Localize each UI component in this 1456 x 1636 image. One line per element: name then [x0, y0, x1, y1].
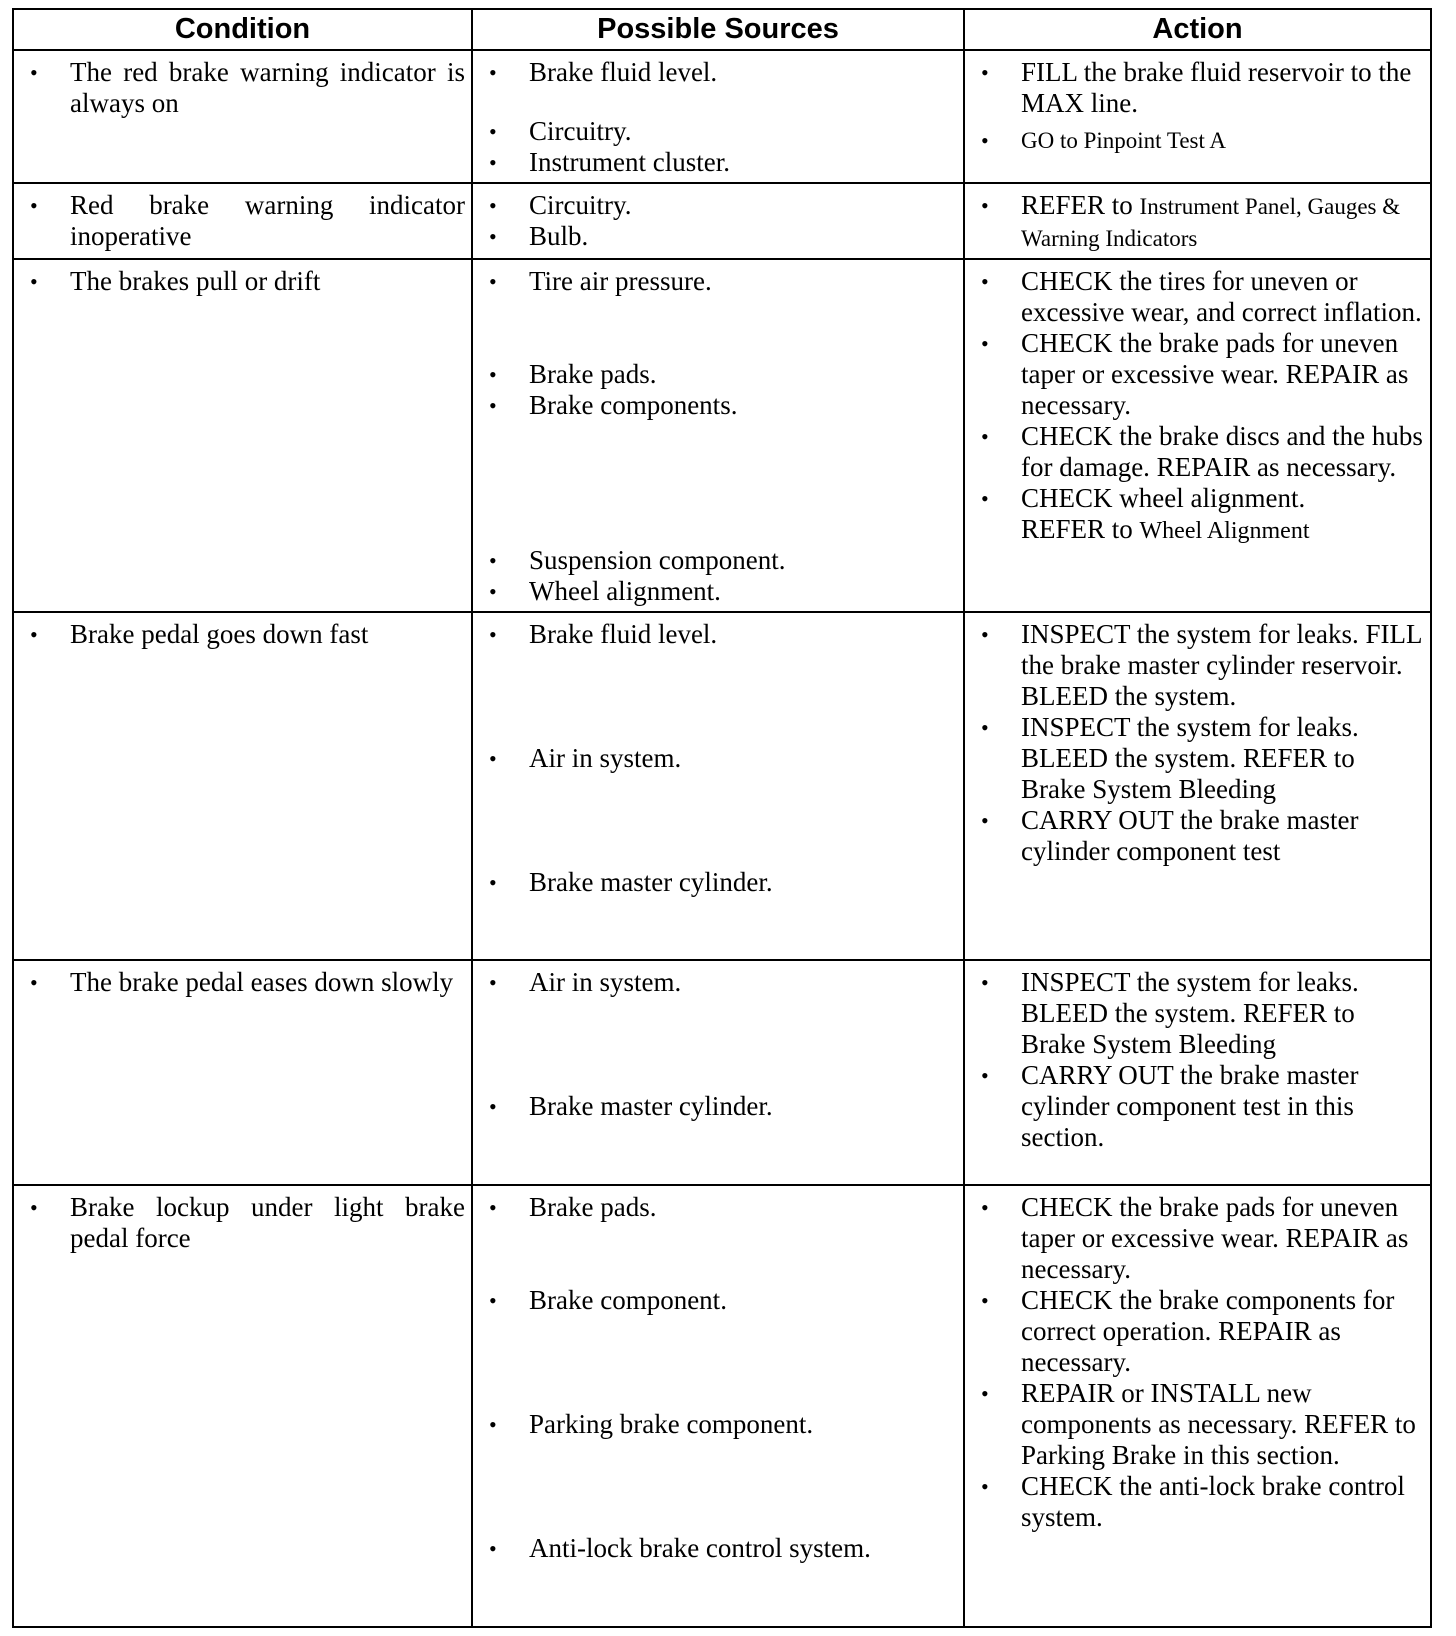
action-cell	[964, 960, 1431, 1185]
refer-label: REFER to	[1021, 514, 1133, 544]
source-item: • Brake components.	[473, 390, 957, 421]
source-item: • Brake pads.	[473, 1192, 957, 1223]
condition-cell	[13, 1185, 472, 1627]
action-cell	[964, 612, 1431, 960]
source-item: • Brake pads.	[473, 359, 957, 390]
action-item: • REPAIR or INSTALL new components as necessary. REFER to Parking Brake in this section.	[965, 1378, 1424, 1471]
source-item: • Parking brake component.	[473, 1409, 957, 1440]
source-item: • Anti-lock brake control system.	[473, 1533, 957, 1564]
action-item: • CHECK the brake discs and the hubs for damage. REPAIR as necessary.	[965, 421, 1424, 483]
action-item: • CHECK the tires for uneven or excessive wear, and correct inflation.	[965, 266, 1424, 328]
condition-cell	[13, 183, 472, 259]
condition-text: • Brake lockup under light brake pedal force	[14, 1192, 465, 1254]
action-item: • INSPECT the system for leaks. BLEED the system. REFER to Brake System Bleeding	[965, 712, 1424, 805]
condition-cell	[13, 259, 472, 612]
action-cell	[964, 50, 1431, 183]
source-item: • Instrument cluster.	[473, 147, 957, 178]
source-item: • Brake fluid level.	[473, 619, 957, 650]
source-item: • Brake master cylinder.	[473, 867, 957, 898]
refer-label: REFER to	[1021, 190, 1133, 220]
action-item: • CARRY OUT the brake master cylinder component test	[965, 805, 1424, 867]
action-item	[965, 190, 1424, 254]
action-cell	[964, 259, 1431, 612]
source-item: • Wheel alignment.	[473, 576, 957, 607]
action-check-alignment: CHECK wheel alignment.	[1021, 483, 1306, 513]
header-possible-sources: Possible Sources	[472, 9, 964, 50]
action-item: • GO to Pinpoint Test A	[965, 125, 1424, 156]
action-item: • INSPECT the system for leaks. BLEED the system. REFER to Brake System Bleeding	[965, 967, 1424, 1060]
reference-wheel-alignment: Wheel Alignment	[1139, 518, 1310, 544]
table-row	[13, 50, 1431, 183]
action-item: • INSPECT the system for leaks. FILL the brake master cylinder reservoir. BLEED the system.	[965, 619, 1424, 712]
action-item: • CHECK the anti-lock brake control system.	[965, 1471, 1424, 1533]
reference-instrument-panel: Instrument Panel, Gauges & Warning Indicators	[1021, 194, 1401, 251]
table-row	[13, 183, 1431, 259]
table-row	[13, 612, 1431, 960]
condition-text: • The brakes pull or drift	[14, 266, 465, 297]
action-item: • CARRY OUT the brake master cylinder component test in this section.	[965, 1060, 1424, 1153]
header-condition: Condition	[13, 9, 472, 50]
source-item: • Suspension component.	[473, 545, 957, 576]
condition-cell	[13, 960, 472, 1185]
source-item: • Circuitry.	[473, 116, 957, 147]
sources-cell	[472, 1185, 964, 1627]
action-item	[965, 483, 1424, 547]
sources-cell	[472, 183, 964, 259]
sources-cell	[472, 612, 964, 960]
source-item: • Air in system.	[473, 743, 957, 774]
source-item: • Brake master cylinder.	[473, 1091, 957, 1122]
action-item: • CHECK the brake pads for uneven taper or excessive wear. REPAIR as necessary.	[965, 328, 1424, 421]
source-item: • Brake fluid level.	[473, 57, 957, 88]
condition-cell	[13, 612, 472, 960]
condition-text: • Brake pedal goes down fast	[14, 619, 465, 650]
sources-cell	[472, 960, 964, 1185]
header-row	[13, 9, 1431, 50]
source-item: • Bulb.	[473, 221, 957, 252]
header-action: Action	[964, 9, 1431, 50]
diagnosis-table-container	[12, 8, 1430, 1628]
condition-text: • The brake pedal eases down slowly	[14, 967, 465, 998]
condition-text: • The red brake warning indicator is always on	[14, 57, 465, 119]
source-item: • Air in system.	[473, 967, 957, 998]
action-cell	[964, 1185, 1431, 1627]
condition-text: • Red brake warning indicator inoperative	[14, 190, 465, 252]
action-item: • FILL the brake fluid reservoir to the MAX line.	[965, 57, 1424, 119]
table-row	[13, 1185, 1431, 1627]
diagnosis-table	[12, 8, 1432, 1628]
action-item: • CHECK the brake pads for uneven taper or excessive wear. REPAIR as necessary.	[965, 1192, 1424, 1285]
condition-cell	[13, 50, 472, 183]
table-row	[13, 259, 1431, 612]
action-cell	[964, 183, 1431, 259]
sources-cell	[472, 259, 964, 612]
source-item: • Brake component.	[473, 1285, 957, 1316]
sources-cell	[472, 50, 964, 183]
source-item: • Tire air pressure.	[473, 266, 957, 297]
table-row	[13, 960, 1431, 1185]
source-item: • Circuitry.	[473, 190, 957, 221]
action-item: • CHECK the brake components for correct operation. REPAIR as necessary.	[965, 1285, 1424, 1378]
